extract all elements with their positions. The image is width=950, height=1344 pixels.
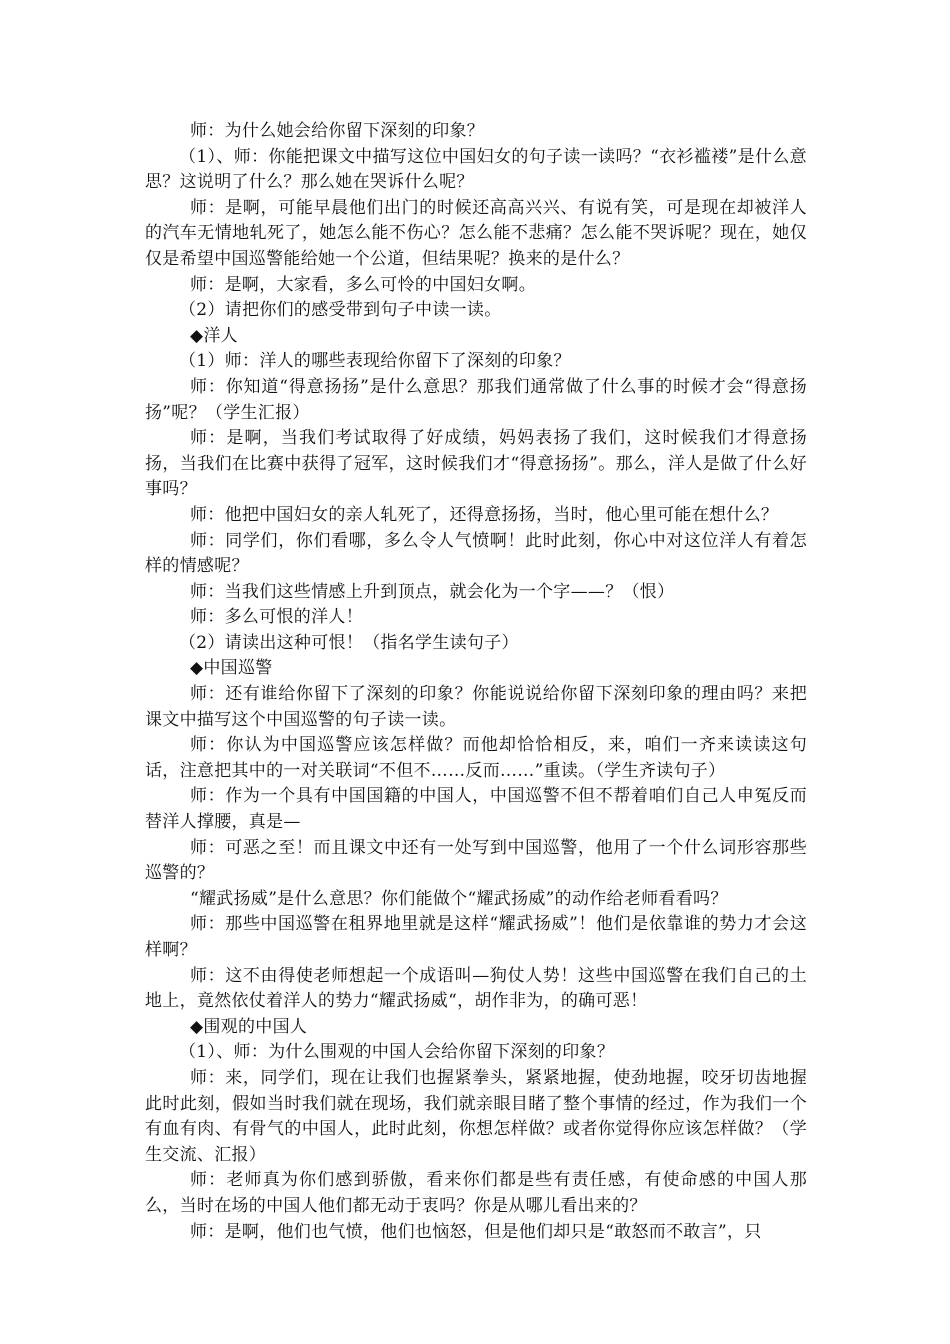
paragraph: 师：还有谁给你留下了深刻的印象？你能说说给你留下深刻印象的理由吗？来把课文中描写这个中国巡警的句子读一读。 [145, 684, 807, 730]
paragraph: 师：是啊，他们也气愤，他们也恼怒，但是他们却只是“敢怒而不敢言”，只 [190, 1221, 762, 1242]
paragraph: （2）请读出这种可恨！（指名学生读句子） [179, 632, 519, 653]
paragraph: 师：这不由得使老师想起一个成语叫—狗仗人势！这些中国巡警在我们自己的土地上，竟然依仗着洋人的势力“耀武扬威“，胡作非为，的确可恶！ [145, 965, 807, 1012]
paragraph: 师：你认为中国巡警应该怎样做？而他却恰恰相反，来，咱们一齐来读读这句话，注意把其中的一对关联词“不但不……反而……”重读。（学生齐读句子） [145, 735, 807, 781]
paragraph: “耀武扬威”是什么意思？你们能做个“耀武扬威”的动作给老师看看吗？ [190, 888, 728, 909]
paragraph: 师：同学们，你们看哪，多么令人气愤啊！此时此刻，你心中对这位洋人有着怎样的情感呢？ [145, 530, 807, 577]
paragraph: 师：老师真为你们感到骄傲，看来你们都是些有责任感，有使命感的中国人那么，当时在场的中国人他们都无动于衷吗？你是从哪儿看出来的？ [145, 1170, 807, 1216]
paragraph: 师：来，同学们，现在让我们也握紧拳头，紧紧地握，使劲地握，咬牙切齿地握此时此刻，假如当时我们就在现场，我们就亲眼目睹了整个事情的经过，作为我们一个有血有肉、有骨气的中国人，此时此刻，你想怎样做？或者你觉得你应该怎样做？（学生交流、汇报） [145, 1067, 807, 1165]
paragraph: （1）师：洋人的哪些表现给你留下了深刻的印象？ [179, 351, 571, 372]
paragraph: 师：多么可恨的洋人！ [190, 607, 363, 628]
paragraph: 师：当我们这些情感上升到顶点，就会化为一个字——？（恨） [190, 581, 675, 602]
paragraph: 师：是啊，大家看，多么可怜的中国妇女啊。 [190, 274, 536, 295]
section-heading: ◆洋人 [190, 325, 238, 346]
section-heading: ◆中国巡警 [190, 658, 273, 679]
paragraph: （1）、师：为什么围观的中国人会给你留下深刻的印象？ [179, 1042, 615, 1063]
paragraph: 师：那些中国巡警在租界地里就是这样“耀武扬威”！他们是依靠谁的势力才会这样啊？ [145, 914, 807, 960]
paragraph: 师：你知道“得意扬扬”是什么意思？那我们通常做了什么事的时候才会“得意扬扬”呢？（学生汇报） [145, 376, 807, 423]
paragraph: 师：是啊，可能早晨他们出门的时候还高高兴兴、有说有笑，可是现在却被洋人的汽车无情地轧死了，她怎么能不伤心？怎么能不悲痛？怎么能不哭诉呢？现在，她仅仅是希望中国巡警能给她一个公道，但结果呢？换来的是什么？ [145, 197, 807, 269]
paragraph: （1）、师：你能把课文中描写这位中国妇女的句子读一读吗？“衣衫褴褛”是什么意思？这说明了什么？那么她在哭诉什么呢？ [145, 146, 807, 193]
paragraph: 师：他把中国妇女的亲人轧死了，还得意扬扬，当时，他心里可能在想什么？ [190, 504, 779, 525]
paragraph: 师：为什么她会给你留下深刻的印象？ [190, 121, 485, 141]
paragraph: （2）请把你们的感受带到句子中读一读。 [179, 300, 502, 321]
document-body [145, 119, 807, 1245]
section-heading: ◆围观的中国人 [190, 1016, 308, 1037]
paragraph: 师：可恶之至！而且课文中还有一处写到中国巡警，他用了一个什么词形容那些巡警的？ [145, 837, 807, 884]
paragraph: 师：作为一个具有中国国籍的中国人，中国巡警不但不帮着咱们自己人申冤反而替洋人撑腰，真是— [145, 786, 807, 833]
paragraph: 师：是啊，当我们考试取得了好成绩，妈妈表扬了我们，这时候我们才得意扬扬，当我们在比赛中获得了冠军，这时候我们才“得意扬扬”。那么，洋人是做了什么好事吗？ [145, 428, 807, 500]
